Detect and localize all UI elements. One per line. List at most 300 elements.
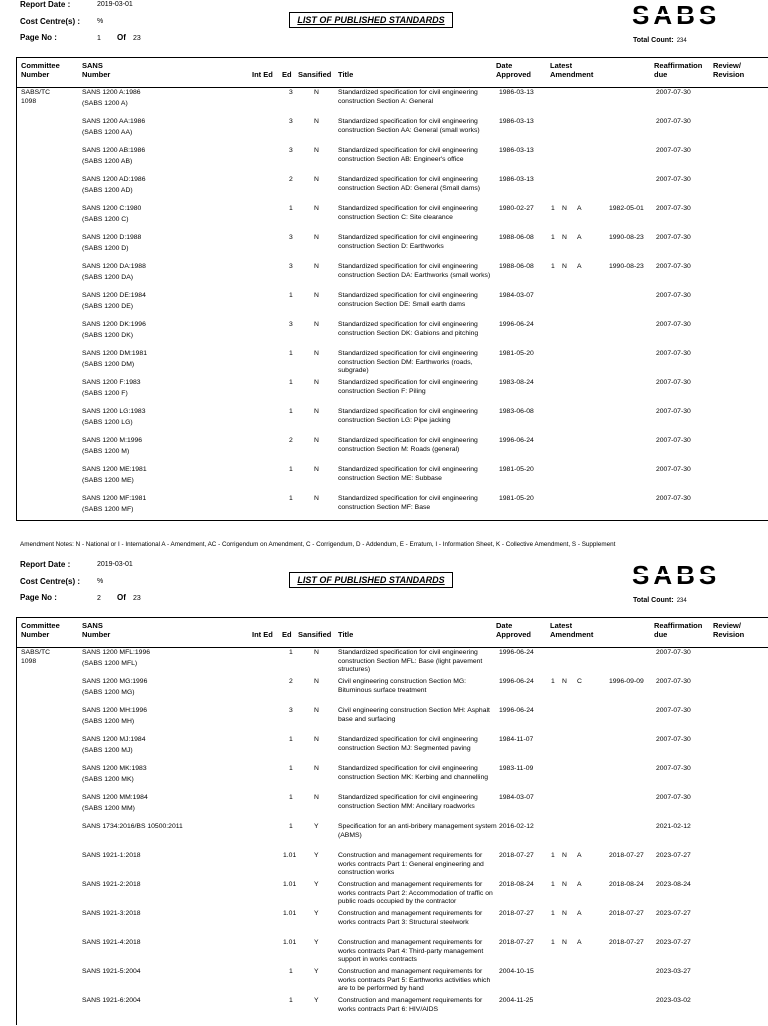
standard-title: Standardized specification for civil engineering construction Section MK: Kerbing and channelling <box>338 765 488 781</box>
standard-title: Standardized specification for civil engineering construction Section MJ: Segmented paving <box>338 736 478 752</box>
sansified: N <box>314 765 319 772</box>
header-divider <box>17 87 768 88</box>
standard-title: Standardized specification for civil engineering construction Section C: Site clearance <box>338 205 478 221</box>
sansified: N <box>314 794 319 801</box>
date-approved: 1986-03-13 <box>499 147 534 154</box>
col-header-reaff: Reaffirmation due <box>654 61 703 79</box>
edition: 1 <box>289 408 293 415</box>
reaffirmation-due: 2007-07-30 <box>656 118 691 125</box>
col-header-committee: Committee Number <box>21 61 60 79</box>
date-approved: 1988-06-08 <box>499 263 534 270</box>
edition: 1 <box>289 649 293 656</box>
sansified: Y <box>314 910 319 917</box>
date-approved: 1981-05-20 <box>499 495 534 502</box>
amendment-origin: N <box>562 234 567 241</box>
reaffirmation-due: 2007-07-30 <box>656 234 691 241</box>
sansified: N <box>314 118 319 125</box>
sabs-number: (SABS 1200 LG) <box>82 419 133 426</box>
col-header-date: Date Approved <box>496 621 532 639</box>
reaffirmation-due: 2023-03-02 <box>656 997 691 1004</box>
sans-number: SANS 1921-3:2018 <box>82 910 141 917</box>
sabs-number: (SABS 1200 AB) <box>82 158 133 165</box>
table-row <box>17 118 768 147</box>
page-no-label: Page No : <box>20 33 57 42</box>
standard-title: Standardized specification for civil engineering construction Section F: Piling <box>338 379 478 395</box>
sansified: N <box>314 292 319 299</box>
amendment-type: A <box>577 881 582 888</box>
edition: 1 <box>289 736 293 743</box>
sans-number: SANS 1921-6:2004 <box>82 997 141 1004</box>
amendment-origin: N <box>562 910 567 917</box>
edition: 3 <box>289 263 293 270</box>
date-approved: 2018-07-27 <box>499 852 534 859</box>
table-row <box>17 852 768 881</box>
standard-title: Standardized specification for civil engineering construction Section DK: Gabions and pitching <box>338 321 479 337</box>
page-header <box>0 0 768 60</box>
standard-title: Standardized specification for civil engineering construction Section LG: Pipe jacking <box>338 408 478 424</box>
edition: 1 <box>289 968 293 975</box>
amendment-type: C <box>577 678 582 685</box>
edition: 3 <box>289 118 293 125</box>
table-row <box>17 205 768 234</box>
sabs-number: (SABS 1200 MH) <box>82 718 135 725</box>
page-no-value: 1 <box>97 35 101 42</box>
sans-number: SANS 1200 DK:1996 <box>82 321 146 328</box>
sansified: N <box>314 437 319 444</box>
edition: 3 <box>289 707 293 714</box>
col-header-sansified: Sansified <box>298 70 332 79</box>
standards-table <box>16 57 768 521</box>
date-approved: 2004-11-25 <box>499 997 534 1004</box>
sansified: N <box>314 147 319 154</box>
table-row <box>17 408 768 437</box>
sansified: N <box>314 736 319 743</box>
report-date-label: Report Date : <box>20 560 71 569</box>
sans-number: SANS 1200 ME:1981 <box>82 466 147 473</box>
reaffirmation-due: 2007-07-30 <box>656 408 691 415</box>
sabs-number: (SABS 1200 C) <box>82 216 129 223</box>
table-row <box>17 176 768 205</box>
date-approved: 1983-06-08 <box>499 408 534 415</box>
sans-number: SANS 1200 MK:1983 <box>82 765 147 772</box>
amendment-date: 1996-09-09 <box>609 678 644 685</box>
sabs-number: (SABS 1200 MJ) <box>82 747 133 754</box>
reaffirmation-due: 2021-02-12 <box>656 823 691 830</box>
edition: 3 <box>289 234 293 241</box>
cost-centre-value: % <box>97 578 104 585</box>
amendment-number: 1 <box>551 852 555 859</box>
sabs-number: (SABS 1200 AA) <box>82 129 133 136</box>
sans-number: SANS 1921-4:2018 <box>82 939 141 946</box>
edition: 1.01 <box>283 910 297 917</box>
reaffirmation-due: 2007-07-30 <box>656 89 691 96</box>
amendment-type: A <box>577 234 582 241</box>
amendment-origin: N <box>562 205 567 212</box>
edition: 2 <box>289 176 293 183</box>
amendment-date: 2018-07-27 <box>609 910 644 917</box>
edition: 1 <box>289 292 293 299</box>
reaffirmation-due: 2007-07-30 <box>656 765 691 772</box>
standards-table <box>16 617 768 1025</box>
col-header-committee: Committee Number <box>21 621 60 639</box>
reaffirmation-due: 2007-07-30 <box>656 437 691 444</box>
cost-centre-label: Cost Centre(s) : <box>20 577 81 586</box>
sans-number: SANS 1200 A:1986 <box>82 89 141 96</box>
col-header-sansified: Sansified <box>298 630 332 639</box>
total-count: Total Count: 234 <box>633 597 687 604</box>
sabs-number: (SABS 1200 MM) <box>82 805 135 812</box>
reaffirmation-due: 2007-07-30 <box>656 707 691 714</box>
table-row <box>17 437 768 466</box>
reaffirmation-due: 2007-07-30 <box>656 794 691 801</box>
sabs-number: (SABS 1200 DA) <box>82 274 133 281</box>
edition: 1 <box>289 495 293 502</box>
table-row <box>17 910 768 939</box>
table-row <box>17 234 768 263</box>
sans-number: SANS 1200 MFL:1996 <box>82 649 151 656</box>
standard-title: Standardized specification for civil engineering construction Section AD: General (Small dams) <box>338 176 481 192</box>
sans-number: SANS 1921-1:2018 <box>82 852 141 859</box>
header-divider <box>17 647 768 648</box>
sans-number: SANS 1921-5:2004 <box>82 968 141 975</box>
edition: 2 <box>289 678 293 685</box>
date-approved: 1984-03-07 <box>499 794 534 801</box>
col-header-latest: Latest Amendment <box>550 621 594 639</box>
col-header-int-ed: Int Ed <box>252 630 273 639</box>
sabs-number: (SABS 1200 MK) <box>82 776 134 783</box>
report-date-value: 2019-03-01 <box>97 1 133 8</box>
date-approved: 1981-05-20 <box>499 350 534 357</box>
total-count: Total Count: 234 <box>633 37 687 44</box>
col-header-title: Title <box>338 70 354 79</box>
sans-number: SANS 1200 DM:1981 <box>82 350 147 357</box>
sans-number: SANS 1200 DA:1988 <box>82 263 146 270</box>
page-no-label: Page No : <box>20 593 57 602</box>
reaffirmation-due: 2007-07-30 <box>656 147 691 154</box>
standard-title: Standardized specification for civil engineering construction Section AA: General (small works) <box>338 118 480 134</box>
sans-number: SANS 1200 D:1988 <box>82 234 142 241</box>
sansified: N <box>314 707 319 714</box>
table-row <box>17 147 768 176</box>
amendment-origin: N <box>562 852 567 859</box>
amendment-date: 2018-07-27 <box>609 852 644 859</box>
svg-text:SABS: SABS <box>632 562 721 588</box>
standard-title: Standardized specification for civil engineering construcion Section DE: Small earth dams <box>338 292 478 308</box>
col-header-title: Title <box>338 630 354 639</box>
sansified: N <box>314 649 319 656</box>
amendment-number: 1 <box>551 263 555 270</box>
col-header-ed: Ed <box>282 70 292 79</box>
sans-number: SANS 1200 MH:1996 <box>82 707 147 714</box>
table-row <box>17 968 768 997</box>
date-approved: 2004-10-15 <box>499 968 534 975</box>
table-row <box>17 794 768 823</box>
date-approved: 1984-03-07 <box>499 292 534 299</box>
sans-number: SANS 1200 LG:1983 <box>82 408 146 415</box>
col-header-review: Review/ Revision <box>713 61 745 79</box>
date-approved: 2018-07-27 <box>499 910 534 917</box>
table-row <box>17 379 768 408</box>
total-pages-value: 23 <box>133 595 141 602</box>
col-header-reaff: Reaffirmation due <box>654 621 703 639</box>
date-approved: 1986-03-13 <box>499 176 534 183</box>
sans-number: SANS 1921-2:2018 <box>82 881 141 888</box>
amendment-number: 1 <box>551 678 555 685</box>
edition: 2 <box>289 437 293 444</box>
date-approved: 1986-03-13 <box>499 89 534 96</box>
reaffirmation-due: 2023-03-27 <box>656 968 691 975</box>
sansified: N <box>314 350 319 357</box>
reaffirmation-due: 2023-07-27 <box>656 939 691 946</box>
standard-title: Construction and management requirements for works contracts Part 2: Accommodation of traffic on public roads occupied by the contractor <box>338 881 493 906</box>
sabs-number: (SABS 1200 DE) <box>82 303 133 310</box>
reaffirmation-due: 2007-07-30 <box>656 263 691 270</box>
standard-title: Standardized specification for civil engineering construction Section MF: Base <box>338 495 478 511</box>
date-approved: 2018-08-24 <box>499 881 534 888</box>
sansified: N <box>314 678 319 685</box>
edition: 1 <box>289 379 293 386</box>
sansified: N <box>314 176 319 183</box>
sabs-logo <box>632 2 756 28</box>
total-count-value: 234 <box>676 38 687 44</box>
standard-title: Standardized specification for civil engineering construction Section DM: Earthworks (roads, subgrade) <box>338 350 478 375</box>
standard-title: Standardized specification for civil engineering construction Section MM: Ancillary roadworks <box>338 794 478 810</box>
table-row <box>17 466 768 495</box>
table-row <box>17 678 768 707</box>
page-no-value: 2 <box>97 595 101 602</box>
edition: 1 <box>289 823 293 830</box>
page-title: LIST OF PUBLISHED STANDARDS <box>289 572 453 588</box>
table-bottom-border <box>16 520 768 521</box>
col-header-sans: SANS Number <box>82 621 111 639</box>
sans-number: SANS 1200 MG:1996 <box>82 678 148 685</box>
sansified: N <box>314 205 319 212</box>
sans-number: SANS 1200 MJ:1984 <box>82 736 146 743</box>
sansified: Y <box>314 823 319 830</box>
sabs-number: (SABS 1200 AD) <box>82 187 133 194</box>
reaffirmation-due: 2007-07-30 <box>656 736 691 743</box>
of-label: Of <box>117 33 126 42</box>
reaffirmation-due: 2007-07-30 <box>656 292 691 299</box>
standard-title: Specification for an anti-bribery management system (ABMS) <box>338 823 497 839</box>
date-approved: 1996-06-24 <box>499 649 534 656</box>
reaffirmation-due: 2023-07-27 <box>656 852 691 859</box>
table-row <box>17 649 768 678</box>
sans-number: SANS 1200 AB:1986 <box>82 147 146 154</box>
sansified: Y <box>314 939 319 946</box>
table-row <box>17 263 768 292</box>
sans-number: SANS 1200 M:1996 <box>82 437 143 444</box>
sansified: N <box>314 234 319 241</box>
date-approved: 1996-06-24 <box>499 437 534 444</box>
edition: 1 <box>289 205 293 212</box>
table-row <box>17 350 768 379</box>
of-label: Of <box>117 593 126 602</box>
sabs-number: (SABS 1200 D) <box>82 245 129 252</box>
table-row <box>17 881 768 910</box>
reaffirmation-due: 2023-07-27 <box>656 910 691 917</box>
date-approved: 1988-06-08 <box>499 234 534 241</box>
amendment-date: 1982-05-01 <box>609 205 644 212</box>
edition: 1.01 <box>283 881 297 888</box>
table-row <box>17 89 768 118</box>
table-row <box>17 823 768 852</box>
reaffirmation-due: 2007-07-30 <box>656 466 691 473</box>
amendment-type: A <box>577 939 582 946</box>
reaffirmation-due: 2007-07-30 <box>656 321 691 328</box>
date-approved: 1983-11-09 <box>499 765 534 772</box>
amendment-origin: N <box>562 881 567 888</box>
sansified: Y <box>314 881 319 888</box>
sansified: N <box>314 408 319 415</box>
table-row <box>17 765 768 794</box>
sans-number: SANS 1200 MF:1981 <box>82 495 147 502</box>
sansified: N <box>314 89 319 96</box>
edition: 3 <box>289 89 293 96</box>
edition: 1 <box>289 997 293 1004</box>
col-header-ed: Ed <box>282 630 292 639</box>
total-pages-value: 23 <box>133 35 141 42</box>
col-header-sans: SANS Number <box>82 61 111 79</box>
reaffirmation-due: 2007-07-30 <box>656 176 691 183</box>
standard-title: Standardized specification for civil engineering construction Section AB: Engineer's office <box>338 147 478 163</box>
report-date-value: 2019-03-01 <box>97 561 133 568</box>
standard-title: Construction and management requirements for works contracts Part 6: HIV/AIDS <box>338 997 483 1013</box>
date-approved: 1983-08-24 <box>499 379 534 386</box>
sansified: N <box>314 379 319 386</box>
edition: 1.01 <box>283 852 297 859</box>
sansified: N <box>314 466 319 473</box>
amendment-number: 1 <box>551 910 555 917</box>
amendment-type: A <box>577 852 582 859</box>
sabs-number: (SABS 1200 F) <box>82 390 128 397</box>
sansified: Y <box>314 852 319 859</box>
edition: 1.01 <box>283 939 297 946</box>
standard-title: Standardized specification for civil engineering construction Section A: General <box>338 89 478 105</box>
amendment-origin: N <box>562 939 567 946</box>
amendment-origin: N <box>562 263 567 270</box>
edition: 1 <box>289 794 293 801</box>
svg-text:SABS: SABS <box>632 2 721 28</box>
table-row <box>17 707 768 736</box>
date-approved: 2016-02-12 <box>499 823 534 830</box>
col-header-review: Review/ Revision <box>713 621 745 639</box>
standard-title: Construction and management requirements for works contracts Part 4: Third-party management support in works contracts <box>338 939 484 964</box>
cost-centre-value: % <box>97 18 104 25</box>
sansified: Y <box>314 968 319 975</box>
total-count-value: 234 <box>676 598 687 604</box>
date-approved: 2018-07-27 <box>499 939 534 946</box>
standard-title: Construction and management requirements for works contracts Part 3: Structural steelwork <box>338 910 483 926</box>
edition: 3 <box>289 321 293 328</box>
committee-number: SABS/TC 1098 <box>21 89 51 105</box>
sabs-logo <box>632 562 756 588</box>
standard-title: Standardized specification for civil engineering construction Section D: Earthworks <box>338 234 478 250</box>
sabs-number: (SABS 1200 DK) <box>82 332 133 339</box>
sabs-number: (SABS 1200 A) <box>82 100 128 107</box>
col-header-int-ed: Int Ed <box>252 70 273 79</box>
col-header-latest: Latest Amendment <box>550 61 594 79</box>
standard-title: Standardized specification for civil engineering construction Section ME: Subbase <box>338 466 478 482</box>
report-date-label: Report Date : <box>20 0 71 9</box>
sabs-number: (SABS 1200 DM) <box>82 361 135 368</box>
sansified: Y <box>314 997 319 1004</box>
committee-number: SABS/TC 1098 <box>21 649 51 665</box>
sansified: N <box>314 495 319 502</box>
sans-number: SANS 1200 AA:1986 <box>82 118 146 125</box>
table-row <box>17 292 768 321</box>
sabs-number: (SABS 1200 ME) <box>82 477 134 484</box>
reaffirmation-due: 2007-07-30 <box>656 205 691 212</box>
sans-number: SANS 1200 AD:1986 <box>82 176 146 183</box>
edition: 1 <box>289 350 293 357</box>
standard-title: Standardized specification for civil engineering construction Section M: Roads (general) <box>338 437 478 453</box>
edition: 3 <box>289 147 293 154</box>
table-row <box>17 321 768 350</box>
table-row <box>17 997 768 1026</box>
sansified: N <box>314 321 319 328</box>
reaffirmation-due: 2007-07-30 <box>656 350 691 357</box>
standard-title: Construction and management requirements for works contracts Part 5: Earthworks activities which are to be performed by hand <box>338 968 491 993</box>
amendment-number: 1 <box>551 205 555 212</box>
reaffirmation-due: 2007-07-30 <box>656 649 691 656</box>
cost-centre-label: Cost Centre(s) : <box>20 17 81 26</box>
table-row <box>17 736 768 765</box>
amendment-notes: Amendment Notes: N - National or I - International A - Amendment, AC - Corrigendum on Amendment, C - Corrigendum, D - Addendum, E - Erratum, I - Information Sheet, K - Collective Amendment, S - Supplement <box>20 541 616 548</box>
amendment-origin: N <box>562 678 567 685</box>
sabs-number: (SABS 1200 MG) <box>82 689 135 696</box>
table-row <box>17 939 768 968</box>
sans-number: SANS 1734:2016/BS 10500:2011 <box>82 823 183 830</box>
amendment-type: A <box>577 205 582 212</box>
date-approved: 1986-03-13 <box>499 118 534 125</box>
page-header <box>0 560 768 620</box>
standard-title: Standardized specification for civil engineering construction Section MFL: Base (light pavement structures) <box>338 649 483 674</box>
reaffirmation-due: 2007-07-30 <box>656 678 691 685</box>
amendment-number: 1 <box>551 234 555 241</box>
amendment-number: 1 <box>551 881 555 888</box>
amendment-type: A <box>577 910 582 917</box>
edition: 1 <box>289 466 293 473</box>
standard-title: Civil engineering construction Section MG: Bituminous surface treatment <box>338 678 467 694</box>
sans-number: SANS 1200 DE:1984 <box>82 292 146 299</box>
amendment-type: A <box>577 263 582 270</box>
standard-title: Standardized specification for civil engineering construction Section DA: Earthworks (small works) <box>338 263 491 279</box>
amendment-date: 1990-08-23 <box>609 234 644 241</box>
date-approved: 1981-05-20 <box>499 466 534 473</box>
reaffirmation-due: 2007-07-30 <box>656 379 691 386</box>
reaffirmation-due: 2023-08-24 <box>656 881 691 888</box>
amendment-date: 2018-07-27 <box>609 939 644 946</box>
sabs-number: (SABS 1200 M) <box>82 448 130 455</box>
sans-number: SANS 1200 C:1980 <box>82 205 142 212</box>
amendment-date: 2018-08-24 <box>609 881 644 888</box>
standard-title: Civil engineering construction Section MH: Asphalt base and surfacing <box>338 707 490 723</box>
date-approved: 1984-11-07 <box>499 736 534 743</box>
amendment-number: 1 <box>551 939 555 946</box>
report-page <box>0 560 768 1024</box>
page-title: LIST OF PUBLISHED STANDARDS <box>289 12 453 28</box>
amendment-date: 1990-08-23 <box>609 263 644 270</box>
date-approved: 1996-06-24 <box>499 707 534 714</box>
col-header-date: Date Approved <box>496 61 532 79</box>
date-approved: 1996-06-24 <box>499 678 534 685</box>
date-approved: 1980-02-27 <box>499 205 534 212</box>
edition: 1 <box>289 765 293 772</box>
sabs-number: (SABS 1200 MF) <box>82 506 134 513</box>
sans-number: SANS 1200 F:1983 <box>82 379 141 386</box>
date-approved: 1996-06-24 <box>499 321 534 328</box>
